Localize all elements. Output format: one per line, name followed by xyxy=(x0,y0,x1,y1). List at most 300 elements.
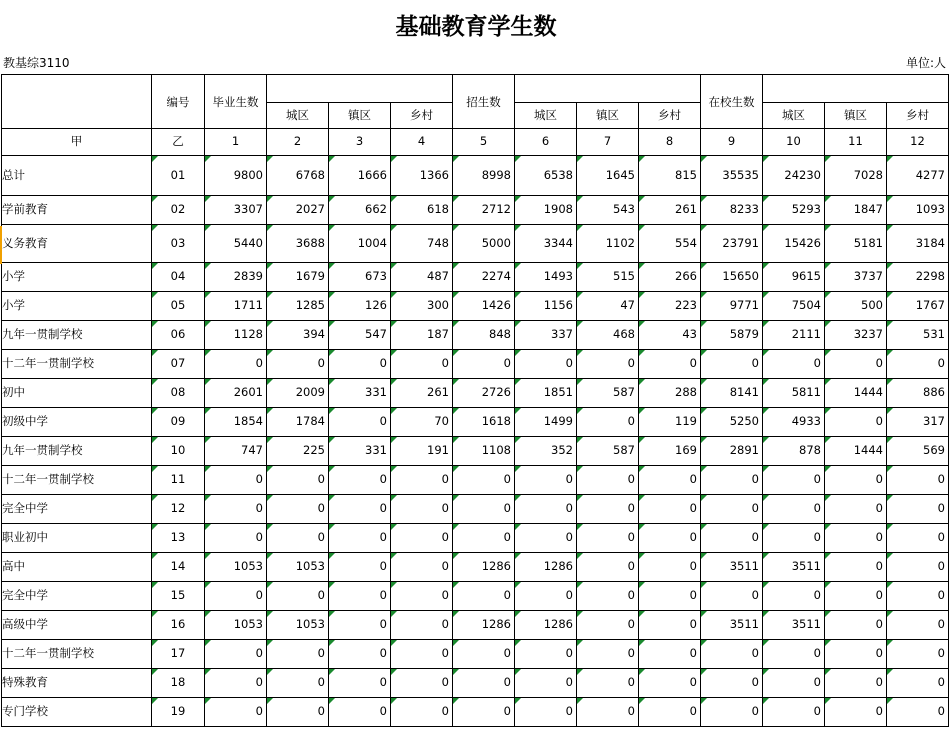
cell-value: 1286 xyxy=(515,553,577,582)
row-label: 小学 xyxy=(2,292,152,321)
row-label: 九年一贯制学校 xyxy=(2,437,152,466)
row-label: 完全中学 xyxy=(2,495,152,524)
cell-value: 0 xyxy=(205,524,267,553)
cell-value: 0 xyxy=(391,640,453,669)
cell-value: 266 xyxy=(639,263,701,292)
header-enr-town: 镇区 xyxy=(577,103,639,129)
cell-value: 7504 xyxy=(763,292,825,321)
cell-value: 0 xyxy=(639,466,701,495)
header-enr-rural: 乡村 xyxy=(639,103,701,129)
cell-value: 0 xyxy=(825,466,887,495)
cell-value: 2712 xyxy=(453,196,515,225)
cell-value: 0 xyxy=(515,698,577,727)
cell-value: 394 xyxy=(267,321,329,350)
cell-value: 6538 xyxy=(515,156,577,196)
cell-value: 0 xyxy=(205,698,267,727)
row-label: 义务教育 xyxy=(2,225,152,263)
row-code: 11 xyxy=(152,466,205,495)
row-label: 初中 xyxy=(2,379,152,408)
cell-value: 0 xyxy=(825,611,887,640)
cell-value: 878 xyxy=(763,437,825,466)
cell-value: 0 xyxy=(577,698,639,727)
cell-value: 0 xyxy=(577,669,639,698)
row-code: 01 xyxy=(152,156,205,196)
table-row xyxy=(2,437,949,466)
cell-value: 569 xyxy=(887,437,949,466)
index-col: 12 xyxy=(887,129,949,156)
cell-value: 1847 xyxy=(825,196,887,225)
cell-value: 0 xyxy=(577,524,639,553)
cell-value: 0 xyxy=(825,553,887,582)
cell-value: 0 xyxy=(701,524,763,553)
cell-value: 317 xyxy=(887,408,949,437)
cell-value: 0 xyxy=(639,582,701,611)
cell-value: 2839 xyxy=(205,263,267,292)
row-label: 九年一贯制学校 xyxy=(2,321,152,350)
cell-value: 0 xyxy=(391,698,453,727)
cell-value: 1444 xyxy=(825,437,887,466)
cell-value: 331 xyxy=(329,379,391,408)
cell-value: 0 xyxy=(329,553,391,582)
cell-value: 1286 xyxy=(453,611,515,640)
row-code: 12 xyxy=(152,495,205,524)
cell-value: 0 xyxy=(391,495,453,524)
cell-value: 0 xyxy=(453,669,515,698)
cell-value: 0 xyxy=(577,640,639,669)
cell-value: 1908 xyxy=(515,196,577,225)
cell-value: 0 xyxy=(577,408,639,437)
cell-value: 0 xyxy=(639,553,701,582)
cell-value: 0 xyxy=(267,466,329,495)
row-code: 17 xyxy=(152,640,205,669)
header-enrollment: 招生数 xyxy=(453,75,515,129)
index-col: 10 xyxy=(763,129,825,156)
cell-value: 0 xyxy=(825,495,887,524)
header-grad-urban: 城区 xyxy=(267,103,329,129)
cell-value: 2298 xyxy=(887,263,949,292)
cell-value: 2891 xyxy=(701,437,763,466)
cell-value: 0 xyxy=(267,524,329,553)
cell-value: 618 xyxy=(391,196,453,225)
cell-value: 2111 xyxy=(763,321,825,350)
cell-value: 0 xyxy=(763,669,825,698)
cell-value: 0 xyxy=(639,524,701,553)
cell-value: 5293 xyxy=(763,196,825,225)
cell-value: 0 xyxy=(577,466,639,495)
row-label: 高中 xyxy=(2,553,152,582)
row-code: 04 xyxy=(152,263,205,292)
cell-value: 261 xyxy=(639,196,701,225)
cell-value: 15650 xyxy=(701,263,763,292)
table-row xyxy=(2,379,949,408)
cell-value: 673 xyxy=(329,263,391,292)
cell-value: 300 xyxy=(391,292,453,321)
cell-value: 0 xyxy=(267,669,329,698)
row-label: 总计 xyxy=(2,156,152,196)
cell-value: 23791 xyxy=(701,225,763,263)
row-label: 初级中学 xyxy=(2,408,152,437)
student-count-table xyxy=(1,74,949,727)
cell-value: 0 xyxy=(391,582,453,611)
cell-value: 0 xyxy=(329,466,391,495)
cell-value: 5250 xyxy=(701,408,763,437)
row-label: 十二年一贯制学校 xyxy=(2,350,152,379)
header-enr-urban: 城区 xyxy=(515,103,577,129)
index-label: 甲 xyxy=(2,129,152,156)
cell-value: 0 xyxy=(701,669,763,698)
cell-value: 35535 xyxy=(701,156,763,196)
row-label: 完全中学 xyxy=(2,582,152,611)
cell-value: 662 xyxy=(329,196,391,225)
index-col: 2 xyxy=(267,129,329,156)
cell-value: 0 xyxy=(453,524,515,553)
cell-value: 0 xyxy=(887,495,949,524)
cell-value: 0 xyxy=(825,640,887,669)
cell-value: 1854 xyxy=(205,408,267,437)
cell-value: 0 xyxy=(515,582,577,611)
cell-value: 2009 xyxy=(267,379,329,408)
row-label: 专门学校 xyxy=(2,698,152,727)
cell-value: 5879 xyxy=(701,321,763,350)
cell-value: 747 xyxy=(205,437,267,466)
cell-value: 3237 xyxy=(825,321,887,350)
index-col: 5 xyxy=(453,129,515,156)
cell-value: 5181 xyxy=(825,225,887,263)
row-code: 09 xyxy=(152,408,205,437)
cell-value: 3511 xyxy=(701,611,763,640)
cell-value: 748 xyxy=(391,225,453,263)
cell-value: 5811 xyxy=(763,379,825,408)
row-code: 16 xyxy=(152,611,205,640)
cell-value: 1784 xyxy=(267,408,329,437)
cell-value: 0 xyxy=(701,350,763,379)
cell-value: 1851 xyxy=(515,379,577,408)
cell-value: 331 xyxy=(329,437,391,466)
cell-value: 0 xyxy=(329,611,391,640)
cell-value: 848 xyxy=(453,321,515,350)
cell-value: 3344 xyxy=(515,225,577,263)
cell-value: 0 xyxy=(267,698,329,727)
cell-value: 2726 xyxy=(453,379,515,408)
row-code: 15 xyxy=(152,582,205,611)
cell-value: 0 xyxy=(205,669,267,698)
row-label: 小学 xyxy=(2,263,152,292)
header-grad-town: 镇区 xyxy=(329,103,391,129)
cell-value: 1711 xyxy=(205,292,267,321)
index-col: 9 xyxy=(701,129,763,156)
row-code: 19 xyxy=(152,698,205,727)
cell-value: 5000 xyxy=(453,225,515,263)
cell-value: 3511 xyxy=(763,553,825,582)
cell-value: 0 xyxy=(639,640,701,669)
cell-value: 47 xyxy=(577,292,639,321)
table-row xyxy=(2,350,949,379)
cell-value: 1102 xyxy=(577,225,639,263)
cell-value: 1499 xyxy=(515,408,577,437)
cell-value: 0 xyxy=(701,466,763,495)
cell-value: 0 xyxy=(577,553,639,582)
cell-value: 2027 xyxy=(267,196,329,225)
cell-value: 0 xyxy=(453,582,515,611)
row-code: 18 xyxy=(152,669,205,698)
cell-value: 1666 xyxy=(329,156,391,196)
index-col: 8 xyxy=(639,129,701,156)
cell-value: 0 xyxy=(639,495,701,524)
header-sch-rural: 乡村 xyxy=(887,103,949,129)
cell-value: 0 xyxy=(391,524,453,553)
cell-value: 3511 xyxy=(763,611,825,640)
cell-value: 0 xyxy=(639,350,701,379)
index-row xyxy=(2,129,949,156)
page-title: 基础教育学生数 xyxy=(395,13,557,40)
cell-value: 0 xyxy=(453,466,515,495)
cell-value: 0 xyxy=(639,669,701,698)
table-code: 教基综3110 xyxy=(3,56,70,70)
cell-value: 9800 xyxy=(205,156,267,196)
cell-value: 3688 xyxy=(267,225,329,263)
cell-value: 352 xyxy=(515,437,577,466)
cell-value: 0 xyxy=(391,611,453,640)
row-code: 14 xyxy=(152,553,205,582)
cell-value: 0 xyxy=(329,698,391,727)
cell-value: 0 xyxy=(205,350,267,379)
cell-value: 337 xyxy=(515,321,577,350)
cell-value: 0 xyxy=(825,698,887,727)
header-code: 编号 xyxy=(152,75,205,129)
cell-value: 261 xyxy=(391,379,453,408)
table-row xyxy=(2,321,949,350)
table-row xyxy=(2,582,949,611)
cell-value: 191 xyxy=(391,437,453,466)
cell-value: 0 xyxy=(887,669,949,698)
cell-value: 126 xyxy=(329,292,391,321)
cell-value: 15426 xyxy=(763,225,825,263)
cell-value: 0 xyxy=(887,698,949,727)
row-label: 学前教育 xyxy=(2,196,152,225)
cell-value: 0 xyxy=(887,611,949,640)
cell-value: 1053 xyxy=(267,611,329,640)
cell-value: 43 xyxy=(639,321,701,350)
table-row xyxy=(2,408,949,437)
cell-value: 8141 xyxy=(701,379,763,408)
index-col: 4 xyxy=(391,129,453,156)
table-row xyxy=(2,553,949,582)
cell-value: 3184 xyxy=(887,225,949,263)
table-row xyxy=(2,698,949,727)
cell-value: 0 xyxy=(763,698,825,727)
cell-value: 0 xyxy=(763,466,825,495)
header-in-school-span xyxy=(763,75,949,103)
cell-value: 554 xyxy=(639,225,701,263)
cell-value: 1286 xyxy=(515,611,577,640)
cell-value: 1767 xyxy=(887,292,949,321)
cell-value: 5440 xyxy=(205,225,267,263)
index-col: 1 xyxy=(205,129,267,156)
row-code: 13 xyxy=(152,524,205,553)
cell-value: 0 xyxy=(825,408,887,437)
index-code: 乙 xyxy=(152,129,205,156)
row-label: 高级中学 xyxy=(2,611,152,640)
cell-value: 6768 xyxy=(267,156,329,196)
cell-value: 0 xyxy=(515,495,577,524)
row-label: 职业初中 xyxy=(2,524,152,553)
cell-value: 0 xyxy=(329,495,391,524)
cell-value: 223 xyxy=(639,292,701,321)
cell-value: 0 xyxy=(267,495,329,524)
cell-value: 1366 xyxy=(391,156,453,196)
cell-value: 0 xyxy=(329,582,391,611)
cell-value: 0 xyxy=(825,669,887,698)
row-code: 03 xyxy=(152,225,205,263)
cell-value: 4277 xyxy=(887,156,949,196)
cell-value: 1286 xyxy=(453,553,515,582)
index-col: 7 xyxy=(577,129,639,156)
cell-value: 0 xyxy=(577,495,639,524)
table-row xyxy=(2,611,949,640)
cell-value: 9771 xyxy=(701,292,763,321)
cell-value: 1053 xyxy=(205,611,267,640)
cell-value: 0 xyxy=(639,698,701,727)
cell-value: 0 xyxy=(887,582,949,611)
cell-value: 587 xyxy=(577,379,639,408)
cell-value: 1679 xyxy=(267,263,329,292)
table-row xyxy=(2,156,949,196)
cell-value: 2274 xyxy=(453,263,515,292)
cell-value: 0 xyxy=(329,408,391,437)
cell-value: 547 xyxy=(329,321,391,350)
cell-value: 0 xyxy=(701,582,763,611)
cell-value: 0 xyxy=(329,640,391,669)
cell-value: 1004 xyxy=(329,225,391,263)
cell-value: 1093 xyxy=(887,196,949,225)
cell-value: 0 xyxy=(267,640,329,669)
cell-value: 0 xyxy=(515,524,577,553)
cell-value: 4933 xyxy=(763,408,825,437)
cell-value: 886 xyxy=(887,379,949,408)
cell-value: 815 xyxy=(639,156,701,196)
cell-value: 1493 xyxy=(515,263,577,292)
cell-value: 487 xyxy=(391,263,453,292)
cell-value: 8233 xyxy=(701,196,763,225)
cell-value: 0 xyxy=(701,698,763,727)
table-row xyxy=(2,640,949,669)
index-col: 11 xyxy=(825,129,887,156)
cell-value: 0 xyxy=(391,350,453,379)
table-row xyxy=(2,225,949,263)
header-sch-urban: 城区 xyxy=(763,103,825,129)
row-code: 05 xyxy=(152,292,205,321)
cell-value: 1053 xyxy=(205,553,267,582)
cell-value: 0 xyxy=(329,524,391,553)
cell-value: 1444 xyxy=(825,379,887,408)
cell-value: 0 xyxy=(825,350,887,379)
table-row xyxy=(2,524,949,553)
cell-value: 0 xyxy=(763,582,825,611)
cell-value: 0 xyxy=(391,466,453,495)
header-graduates-span xyxy=(267,75,453,103)
cell-value: 0 xyxy=(763,524,825,553)
cell-value: 3511 xyxy=(701,553,763,582)
row-code: 08 xyxy=(152,379,205,408)
cell-value: 587 xyxy=(577,437,639,466)
cell-value: 1285 xyxy=(267,292,329,321)
cell-value: 0 xyxy=(515,669,577,698)
cell-value: 0 xyxy=(205,640,267,669)
cell-value: 0 xyxy=(205,495,267,524)
cell-value: 1108 xyxy=(453,437,515,466)
cell-value: 468 xyxy=(577,321,639,350)
cell-value: 0 xyxy=(887,350,949,379)
cell-value: 3737 xyxy=(825,263,887,292)
cell-value: 0 xyxy=(763,350,825,379)
cell-value: 187 xyxy=(391,321,453,350)
index-col: 6 xyxy=(515,129,577,156)
cell-value: 1426 xyxy=(453,292,515,321)
cell-value: 288 xyxy=(639,379,701,408)
index-col: 3 xyxy=(329,129,391,156)
cell-value: 543 xyxy=(577,196,639,225)
table-row xyxy=(2,292,949,321)
cell-value: 0 xyxy=(453,640,515,669)
cell-value: 1053 xyxy=(267,553,329,582)
cell-value: 0 xyxy=(887,553,949,582)
cell-value: 531 xyxy=(887,321,949,350)
cell-value: 0 xyxy=(515,640,577,669)
table-row xyxy=(2,495,949,524)
cell-value: 0 xyxy=(825,524,887,553)
cell-value: 225 xyxy=(267,437,329,466)
unit-label: 单位:人 xyxy=(905,56,946,70)
cell-value: 0 xyxy=(205,466,267,495)
cell-value: 0 xyxy=(453,495,515,524)
header-in-school: 在校生数 xyxy=(701,75,763,129)
row-label: 十二年一贯制学校 xyxy=(2,466,152,495)
cell-value: 0 xyxy=(701,495,763,524)
cell-value: 0 xyxy=(577,582,639,611)
cell-value: 0 xyxy=(453,350,515,379)
cell-value: 9615 xyxy=(763,263,825,292)
header-blank xyxy=(2,75,152,129)
cell-value: 0 xyxy=(329,350,391,379)
row-code: 07 xyxy=(152,350,205,379)
cell-value: 0 xyxy=(391,669,453,698)
cell-value: 119 xyxy=(639,408,701,437)
cell-value: 169 xyxy=(639,437,701,466)
cell-value: 0 xyxy=(763,495,825,524)
cell-value: 2601 xyxy=(205,379,267,408)
header-sch-town: 镇区 xyxy=(825,103,887,129)
cell-value: 0 xyxy=(329,669,391,698)
cell-value: 8998 xyxy=(453,156,515,196)
cell-value: 3307 xyxy=(205,196,267,225)
cell-value: 1645 xyxy=(577,156,639,196)
cell-value: 0 xyxy=(453,698,515,727)
selection-marker xyxy=(0,226,2,264)
cell-value: 1128 xyxy=(205,321,267,350)
cell-value: 0 xyxy=(887,524,949,553)
table-row xyxy=(2,669,949,698)
row-code: 06 xyxy=(152,321,205,350)
header-graduates: 毕业生数 xyxy=(205,75,267,129)
cell-value: 24230 xyxy=(763,156,825,196)
table-row xyxy=(2,263,949,292)
cell-value: 7028 xyxy=(825,156,887,196)
cell-value: 0 xyxy=(701,640,763,669)
row-code: 02 xyxy=(152,196,205,225)
cell-value: 0 xyxy=(887,466,949,495)
header-enrollment-span xyxy=(515,75,701,103)
cell-value: 1618 xyxy=(453,408,515,437)
